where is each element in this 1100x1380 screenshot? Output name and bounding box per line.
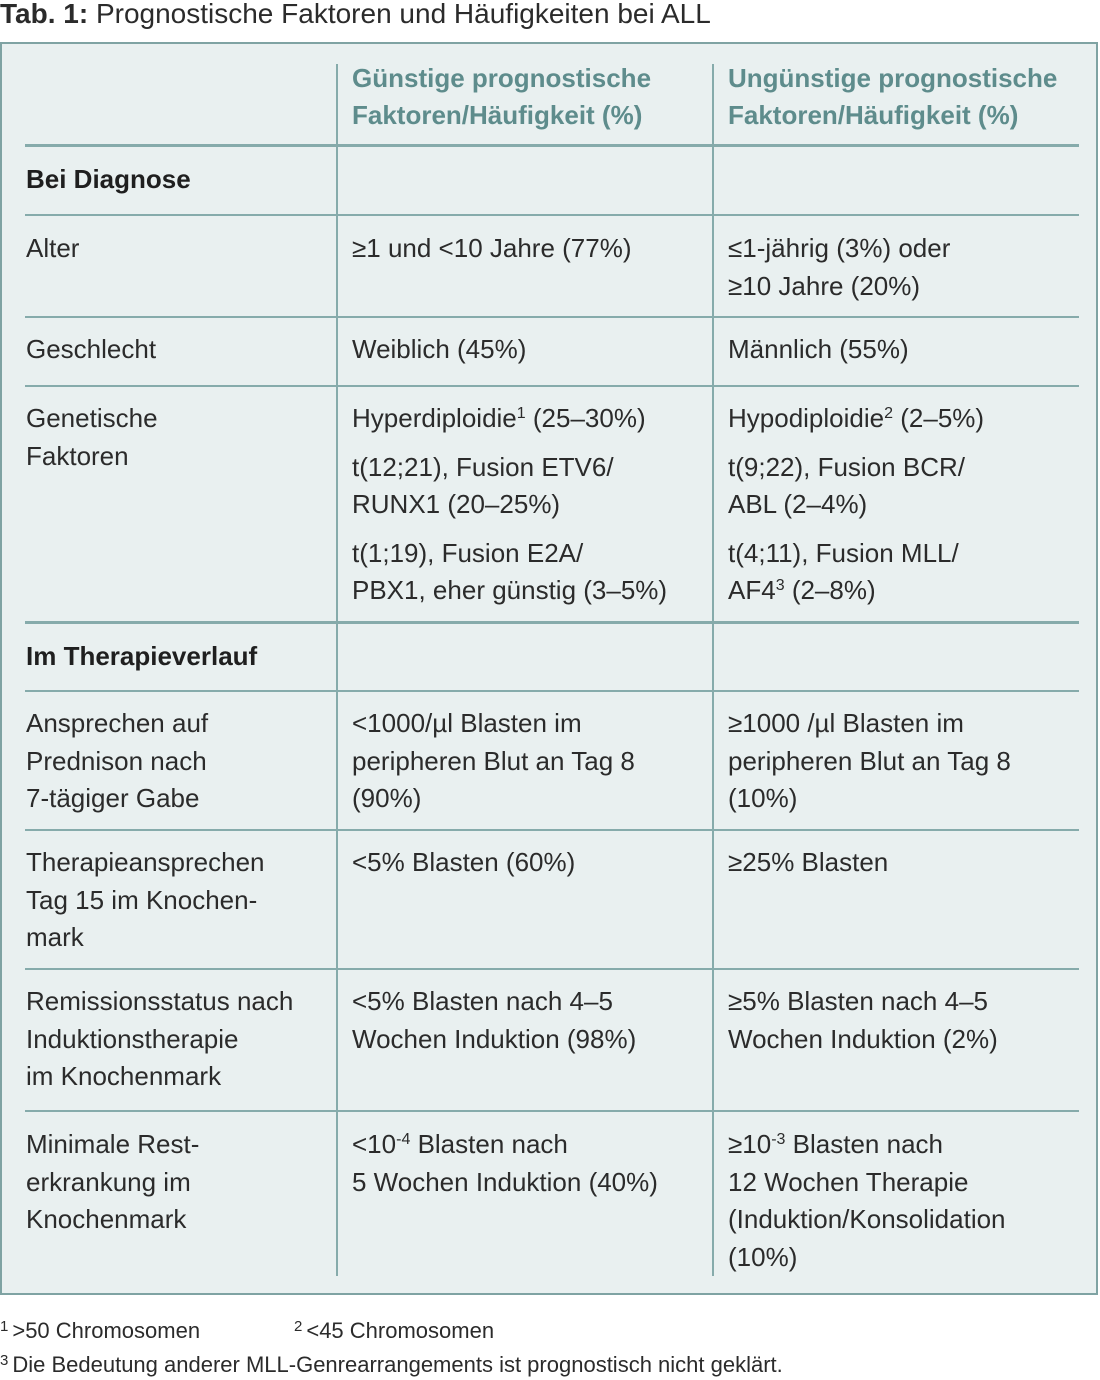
footnote-1-number: 1 (0, 1318, 9, 1335)
etv6-runx1-line1: t(12;21), Fusion ETV6/ (352, 451, 614, 482)
row-mrd-unfavorable (728, 1126, 1006, 1276)
header-unfavorable (728, 60, 1057, 134)
etv6-runx1-line2: RUNX1 (20–25%) (352, 489, 561, 519)
footnote-1 (0, 1312, 200, 1346)
column-divider-1 (336, 64, 338, 1276)
row-tag15-favorable: <5% Blasten (60%) (352, 847, 576, 877)
row-prednison-unfavorable-line2: peripheren Blut an Tag 8 (728, 745, 1011, 776)
footnote-2 (294, 1312, 494, 1346)
header-unfavorable-line2: Faktoren/Häufigkeit (%) (728, 100, 1019, 130)
row-genetik-unfavorable (728, 400, 984, 610)
row-mrd-factor-line1: Minimale Rest- (26, 1129, 200, 1159)
row-rule (25, 214, 1079, 216)
row-prednison-factor-line1: Ansprechen auf (26, 708, 209, 738)
header-favorable-line2: Faktoren/Häufigkeit (%) (352, 100, 643, 130)
row-mrd-unfavorable-line1 (728, 1126, 1006, 1164)
footnote-3-text: Die Bedeutung anderer MLL-Genrearrangements ist prognostisch nicht geklärt. (12, 1352, 783, 1377)
row-alter-favorable: ≥1 und <10 Jahre (77%) (352, 233, 632, 263)
bcr-abl-line2: ABL (2–4%) (728, 489, 868, 519)
table-panel (0, 42, 1098, 1295)
header-rule (25, 144, 1079, 147)
footnote-3-number: 3 (0, 1352, 9, 1369)
row-mrd-factor (26, 1126, 199, 1239)
row-prednison-factor (26, 705, 208, 818)
mll-af4-line2 (728, 572, 984, 610)
row-prednison-factor-line3: 7-tägiger Gabe (26, 783, 200, 813)
af4-label: AF4 (728, 575, 776, 605)
row-mrd-unfavorable-line3: (Induktion/Konsolidation (728, 1204, 1006, 1234)
mrd-fav-exponent: -4 (396, 1131, 411, 1148)
caption-text: Prognostische Faktoren und Häufigkeiten bei ALL (95, 0, 711, 29)
row-alter-factor: Alter (26, 233, 80, 263)
row-prednison-favorable-line2: peripheren Blut an Tag 8 (352, 745, 635, 776)
row-mrd-unfavorable-line2: 12 Wochen Therapie (728, 1166, 969, 1197)
header-favorable (352, 60, 651, 134)
mrd-fav-text: Blasten nach (410, 1129, 568, 1159)
table-caption (0, 0, 711, 34)
row-rule (25, 1110, 1079, 1112)
row-genetik-factor-line1: Genetische (26, 403, 158, 433)
row-remission-factor-line1: Remissionsstatus nach (26, 986, 294, 1016)
row-alter-unfavorable-line2: ≥10 Jahre (20%) (728, 270, 921, 301)
row-genetik-favorable (352, 400, 667, 610)
row-tag15-factor (26, 844, 265, 957)
footnote-ref-1: 1 (516, 405, 526, 422)
row-prednison-unfavorable-line1: ≥1000 /µl Blasten im (728, 708, 964, 738)
column-divider-2 (712, 64, 714, 1276)
hyperdiploidie-label: Hyperdiploidie (352, 403, 517, 433)
footnote-1-text: >50 Chromosomen (12, 1318, 201, 1343)
header-unfavorable-line1: Ungünstige prognostische (728, 63, 1058, 93)
hyperdiploidie-entry (352, 400, 667, 438)
row-tag15-factor-line3: mark (26, 922, 84, 952)
row-rule (25, 968, 1079, 970)
row-tag15-factor-line1: Therapieansprechen (26, 847, 265, 877)
row-mrd-favorable-line1 (352, 1126, 658, 1164)
mrd-unfav-text: Blasten nach (785, 1129, 943, 1159)
row-tag15-unfavorable: ≥25% Blasten (728, 847, 889, 877)
row-remission-favorable-line2: Wochen Induktion (98%) (352, 1023, 637, 1054)
row-prednison-favorable (352, 705, 635, 818)
mrd-unfav-exponent: -3 (771, 1131, 786, 1148)
row-geschlecht-factor: Geschlecht (26, 334, 157, 364)
row-prednison-unfavorable-line3: (10%) (728, 783, 798, 813)
hyperdiploidie-frequency: (25–30%) (525, 403, 646, 433)
row-prednison-factor-line2: Prednison nach (26, 745, 207, 776)
row-remission-factor-line3: im Knochenmark (26, 1061, 222, 1091)
row-remission-favorable-line1: <5% Blasten nach 4–5 (352, 986, 613, 1016)
footnote-2-number: 2 (294, 1318, 303, 1335)
footnote-ref-3: 3 (775, 577, 785, 594)
mll-af4-line1: t(4;11), Fusion MLL/ (728, 537, 959, 568)
row-rule (25, 316, 1079, 318)
row-mrd-favorable (352, 1126, 658, 1201)
row-mrd-factor-line2: erkrankung im (26, 1166, 191, 1197)
row-alter-unfavorable-line1: ≤1-jährig (3%) oder (728, 233, 951, 263)
row-rule (25, 829, 1079, 831)
header-favorable-line1: Günstige prognostische (352, 63, 652, 93)
section-im-therapieverlauf: Im Therapieverlauf (26, 641, 258, 671)
row-remission-unfavorable-line1: ≥5% Blasten nach 4–5 (728, 986, 988, 1016)
mrd-unfav-threshold: ≥10 (728, 1129, 772, 1159)
row-alter-unfavorable (728, 230, 950, 305)
row-prednison-favorable-line1: <1000/µl Blasten im (352, 708, 582, 738)
row-prednison-favorable-line3: (90%) (352, 783, 422, 813)
bcr-abl-line1: t(9;22), Fusion BCR/ (728, 451, 965, 482)
row-rule (25, 385, 1079, 387)
mrd-fav-threshold: <10 (352, 1129, 397, 1159)
row-mrd-factor-line3: Knochenmark (26, 1204, 187, 1234)
row-genetik-factor (26, 400, 158, 475)
row-geschlecht-favorable: Weiblich (45%) (352, 334, 527, 364)
row-remission-factor (26, 983, 293, 1096)
row-remission-unfavorable-line2: Wochen Induktion (2%) (728, 1023, 998, 1054)
footnote-2-text: <45 Chromosomen (306, 1318, 495, 1343)
caption-label: Tab. 1: (0, 0, 89, 29)
af4-frequency: (2–8%) (784, 575, 876, 605)
hypodiploidie-entry (728, 400, 984, 438)
section-bei-diagnose: Bei Diagnose (26, 164, 191, 194)
footnote-ref-2: 2 (884, 405, 894, 422)
hypodiploidie-label: Hypodiploidie (728, 403, 885, 433)
row-remission-factor-line2: Induktionstherapie (26, 1023, 239, 1054)
row-genetik-factor-line2: Faktoren (26, 440, 129, 471)
section-rule (25, 621, 1079, 624)
row-mrd-favorable-line2: 5 Wochen Induktion (40%) (352, 1166, 658, 1197)
row-tag15-factor-line2: Tag 15 im Knochen- (26, 884, 258, 915)
row-remission-favorable (352, 983, 636, 1058)
hypodiploidie-frequency: (2–5%) (893, 403, 985, 433)
row-remission-unfavorable (728, 983, 998, 1058)
row-rule (25, 690, 1079, 692)
e2a-pbx1-line1: t(1;19), Fusion E2A/ (352, 537, 584, 568)
e2a-pbx1-line2: PBX1, eher günstig (3–5%) (352, 575, 668, 605)
row-mrd-unfavorable-line4: (10%) (728, 1241, 798, 1272)
row-geschlecht-unfavorable: Männlich (55%) (728, 334, 909, 364)
row-prednison-unfavorable (728, 705, 1011, 818)
